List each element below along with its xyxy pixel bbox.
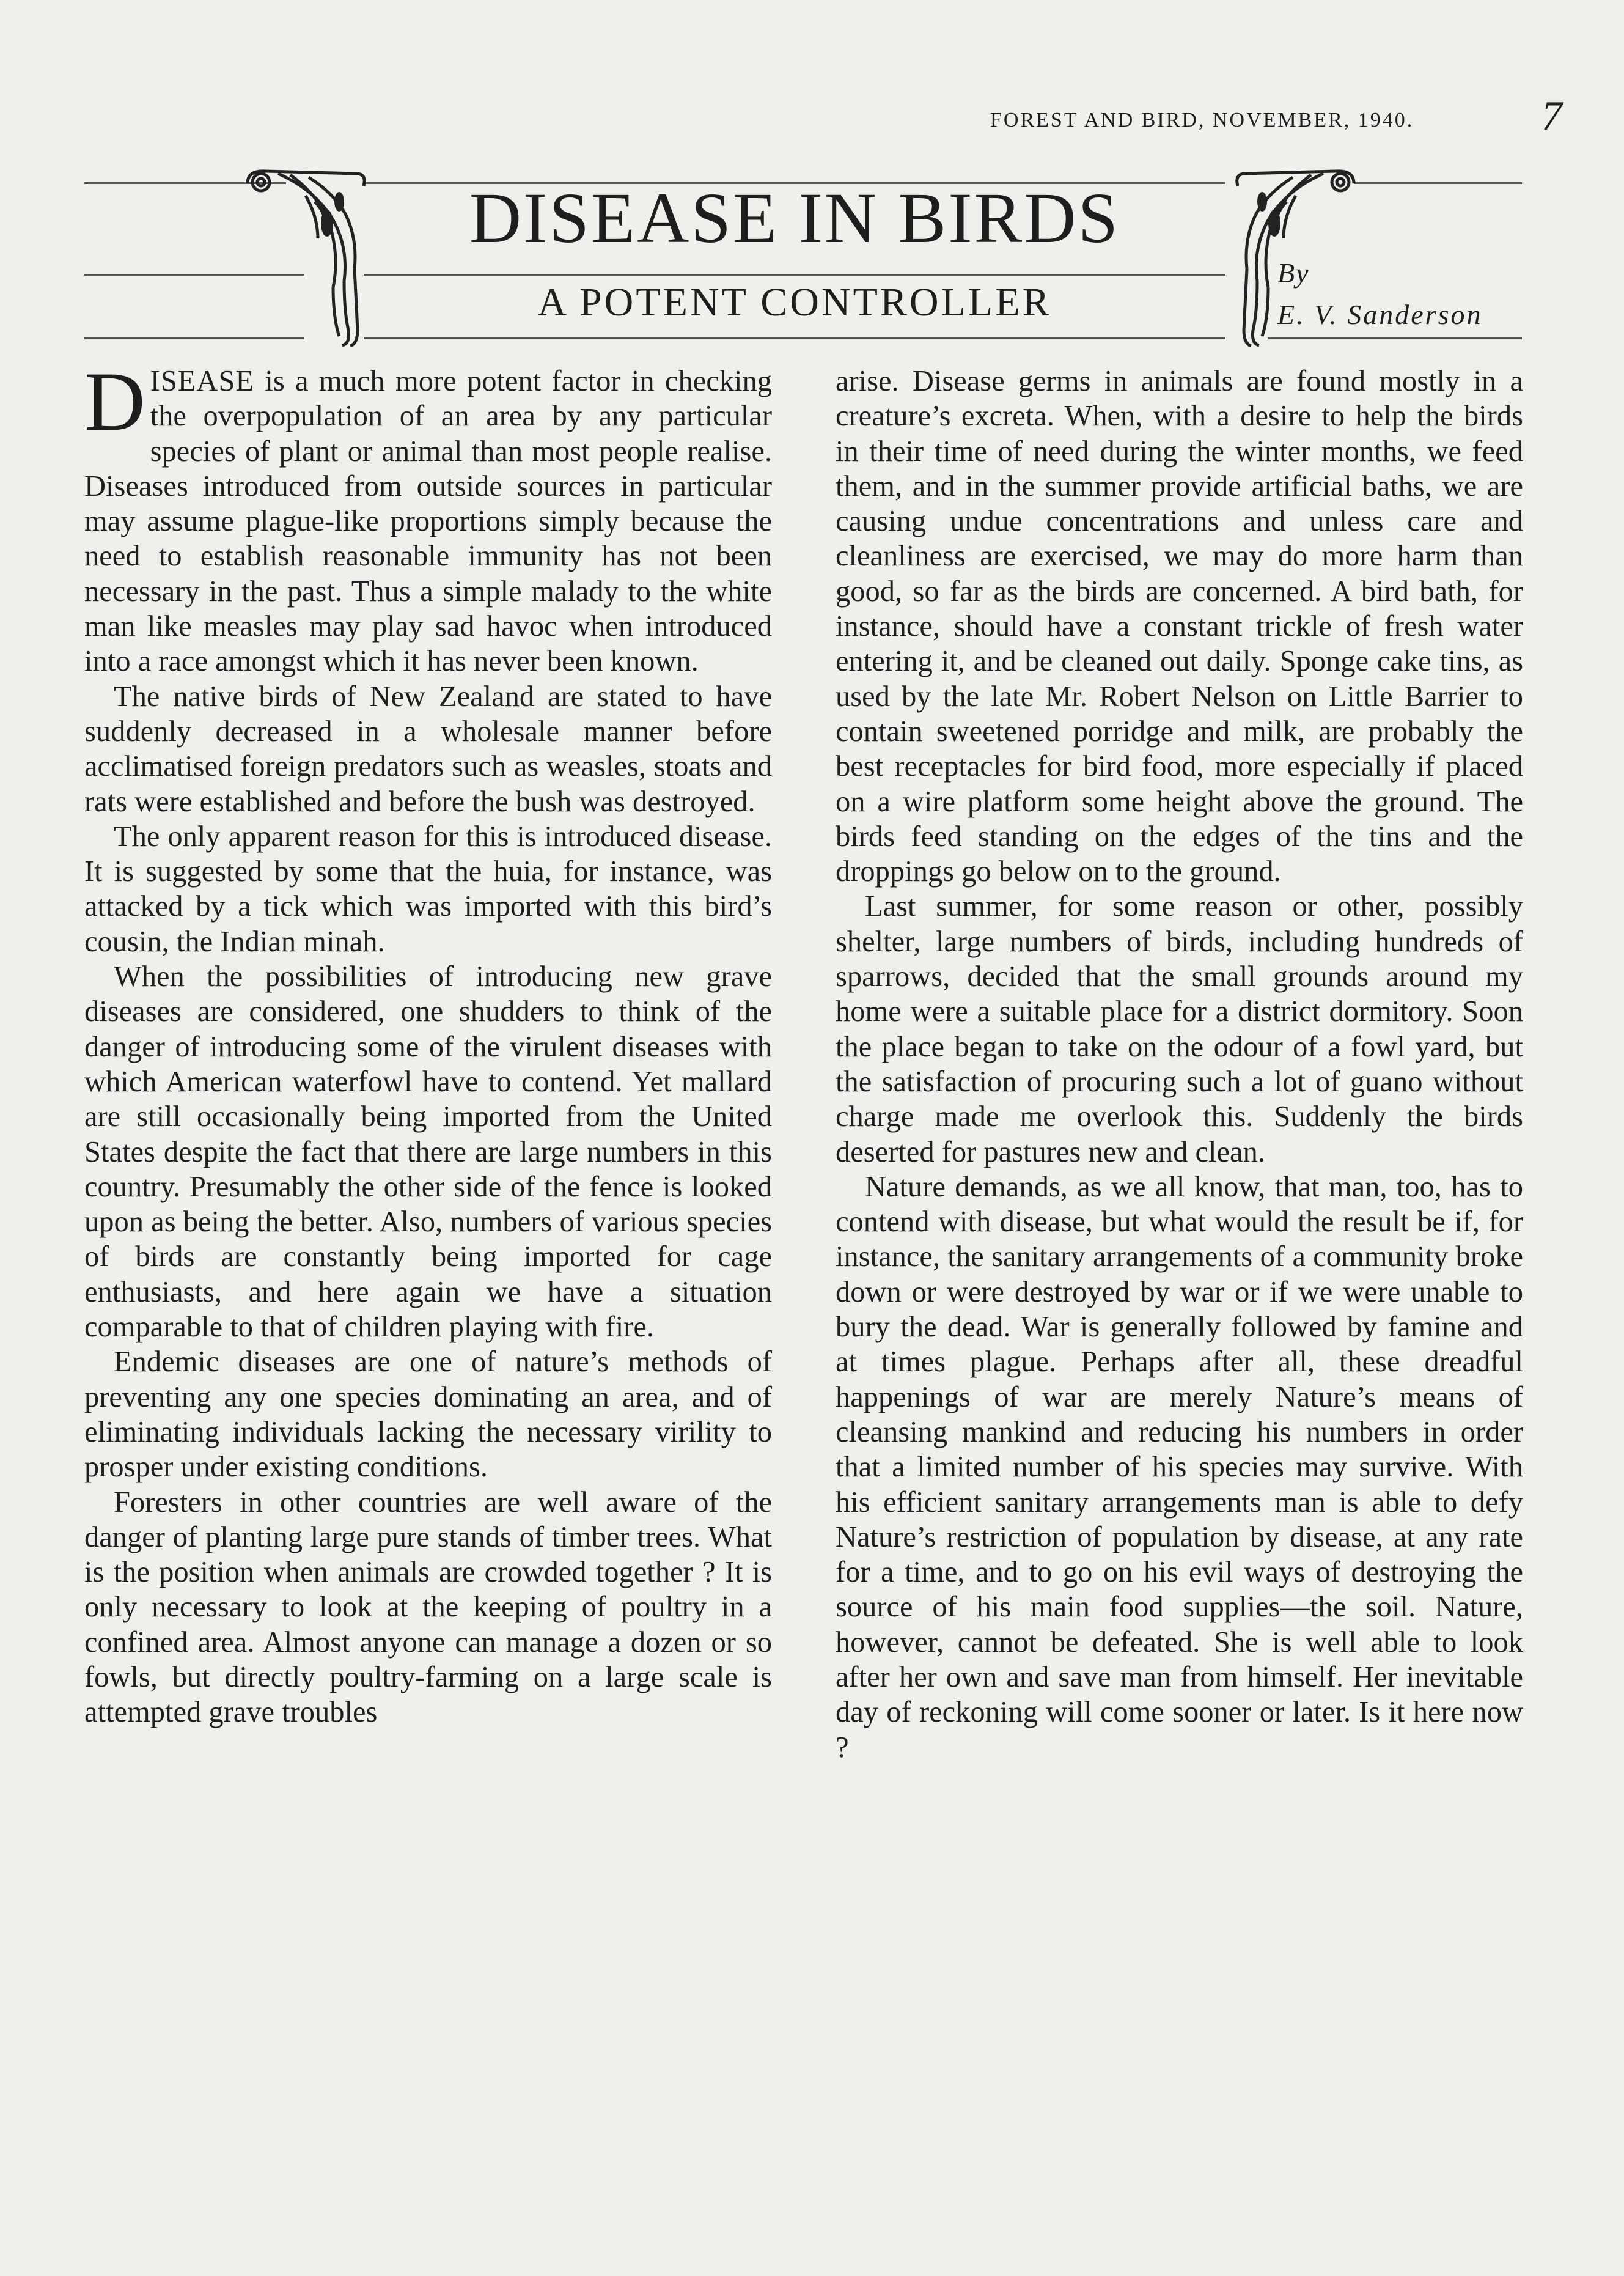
paragraph-7: arise. Disease germs in animals are found mostly in a creature’s excreta. When, with a desire to help the birds in their time of need during the winter months, we feed them, and in the summer provide artificial baths, we are causing undue concentrations and unless care and cleanliness are exercised, we may do more harm than good, so far as the birds are concerned. A bird bath, for instance, should have a constant trickle of fresh water entering it, and be cleaned out daily. Sponge cake tins, as used by the late Mr. Robert Nelson on Little Barrier to contain sweetened porridge and milk, are probably the best receptacles for bird food, more especially if placed on a wire platform some height above the ground. The birds feed standing on the edges of the tins and the droppings go below on to the ground. xyxy=(836,365,1523,888)
paragraph-8: Last summer, for some reason or other, possibly shelter, large numbers of birds, including hundreds of sparrows, decided that the small grounds around my home were a suitable place for a district dormitory. Soon the place began to take on the odour of a fowl yard, but the satisfaction of procuring such a lot of guano without charge made me overlook this. Suddenly the birds deserted for pastures new and clean. xyxy=(836,890,1523,1168)
paragraph-4: When the possibilities of introducing new grave diseases are considered, one shudders to think of the danger of introducing some of the virulent diseases with which American waterfowl have to contend. Yet mallard are still occasionally being imported from the United States despite the fact that there are large numbers in this country. Presumably the other side of the fence is looked upon as being the better. Also, numbers of various species of birds are constantly being imported for cage enthusiasts, and here again we have a situation comparable to that of children playing with fire. xyxy=(84,960,772,1344)
article-subtitle: A POTENT CONTROLLER xyxy=(537,280,1052,325)
header-rule-mid-center xyxy=(364,274,1225,276)
article-column-right xyxy=(836,364,1523,1765)
first-word-rest: ISEASE xyxy=(150,365,255,397)
page-number: 7 xyxy=(1541,92,1562,139)
byline-author: E. V. Sanderson xyxy=(1277,299,1483,330)
paragraph-6: Foresters in other countries are well aware of the danger of planting large pure stands of timber trees. What is the position when animals are crowded together ? It is only necessary to look at the keeping of poultry in a confined area. Almost anyone can manage a dozen or so fowls, but directly poultry-farming on a large scale is attempted grave troubles xyxy=(84,1486,772,1729)
paragraph-1 xyxy=(84,355,772,679)
header-rule-bottom-center xyxy=(364,337,1225,339)
paragraph-5: Endemic diseases are one of nature’s methods of preventing any one species dominating an area, and of eliminating individuals lacking the necessary virility to prosper under existing conditions. xyxy=(84,1346,772,1484)
paragraph-2: The native birds of New Zealand are stated to have suddenly decreased in a wholesale manner before acclimatised foreign predators such as weasles, stoats and rats were established and before the bush was destroyed. xyxy=(84,680,772,818)
article-title: DISEASE IN BIRDS xyxy=(469,178,1120,258)
article-column-left xyxy=(84,355,772,1730)
paragraph-1-text: is a much more potent factor in checking the overpopulation of an area by any particular species of plant or animal than most people realise. Diseases introduced from outside sources in particular may assume plague-like proportions simply because the need to establish reasonable immunity has not been necessary in the past. Thus a simple malady to the white man like measles may play sad havoc when introduced into a race amongst which it has never been known. xyxy=(84,365,772,678)
paragraph-3: The only apparent reason for this is introduced disease. It is suggested by some that the huia, for instance, was attacked by a tick which was imported with this bird’s cousin, the Indian minah. xyxy=(84,820,772,958)
drop-cap: D xyxy=(84,355,145,448)
header-rule-top-right xyxy=(1354,182,1522,184)
byline-prefix: By xyxy=(1277,257,1310,289)
running-head: FOREST AND BIRD, NOVEMBER, 1940. xyxy=(990,109,1414,131)
paragraph-9: Nature demands, as we all know, that man, too, has to contend with disease, but what would the result be if, for instance, the sanitary arrangements of a community broke down or were destroyed by war or if we were unable to bury the dead. War is generally followed by famine and at times plague. Perhaps after all, these dreadful happenings of war are merely Nature’s means of cleansing mankind and reducing his numbers in order that a limited number of his species may survive. With his efficient sanitary arrangements man is able to defy Nature’s restriction of population by disease, at any rate for a time, and to go on his evil ways of destroying the source of his main food supplies—the soil. Nature, however, cannot be defeated. She is well able to look after her own and save man from himself. Her inevitable day of reckoning will come sooner or later. Is it here now ? xyxy=(836,1170,1523,1764)
scroll-ornament-left-icon xyxy=(241,165,370,348)
